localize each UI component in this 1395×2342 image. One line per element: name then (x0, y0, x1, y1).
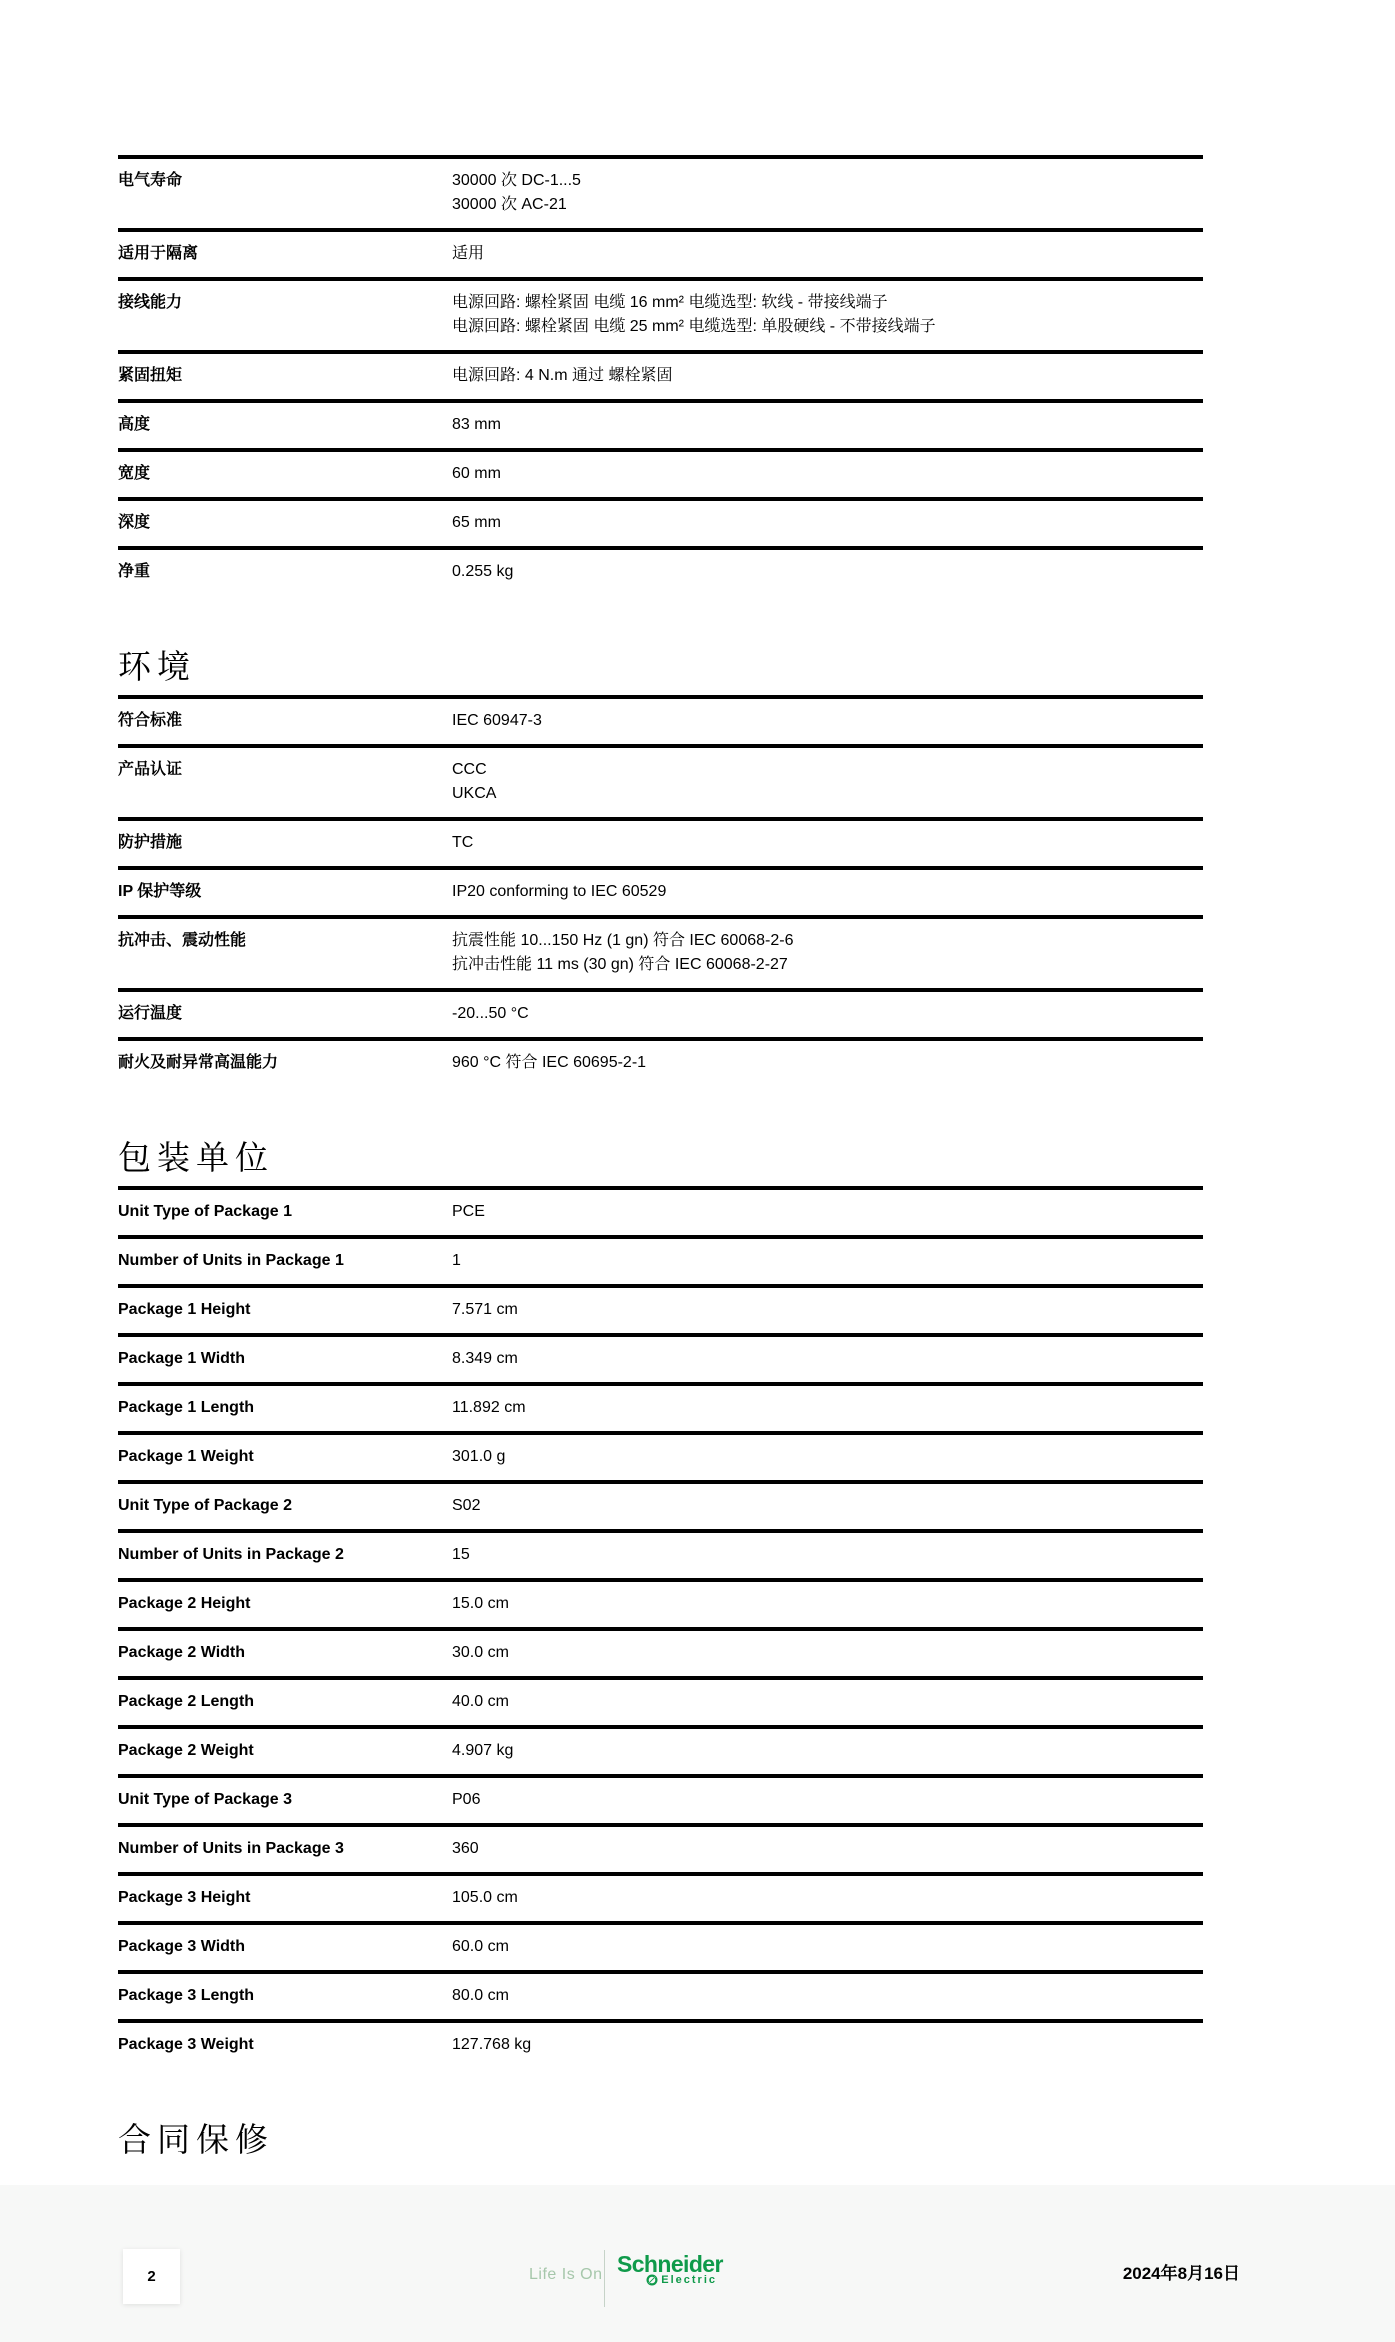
spec-values (452, 462, 1203, 486)
spec-value: 电源回路: 4 N.m 通过 螺栓紧固 (452, 367, 673, 384)
spec-values (452, 560, 1203, 584)
document-date: 2024年8月16日 (1122, 2264, 1240, 2283)
spec-label: Package 3 Width (118, 1938, 246, 1955)
spec-label: Package 1 Height (118, 1301, 251, 1318)
spec-row (118, 1529, 1203, 1578)
spec-value: PCE (452, 1203, 485, 1220)
spec-values (452, 1543, 1203, 1567)
spec-values (452, 1788, 1203, 1812)
spec-value: -20...50 °C (452, 1005, 529, 1022)
spec-value: TC (452, 834, 474, 851)
spec-values (452, 1002, 1203, 1026)
spec-values (452, 364, 1203, 388)
spec-row (118, 546, 1203, 595)
spec-row (118, 1284, 1203, 1333)
spec-value: 0.255 kg (452, 563, 514, 580)
spec-value: 65 mm (452, 514, 501, 531)
spec-table (118, 1186, 1203, 2068)
spec-values (452, 1641, 1203, 1665)
spec-value: 60.0 cm (452, 1938, 509, 1955)
spec-label: Package 3 Weight (118, 2036, 254, 2053)
spec-values (452, 242, 1203, 266)
spec-label: 接线能力 (118, 294, 183, 311)
schneider-wordmark: Schneider (617, 2251, 723, 2277)
spec-label: Package 3 Height (118, 1889, 251, 1906)
spec-label: Number of Units in Package 2 (118, 1546, 344, 1563)
page-number: 2 (147, 2268, 156, 2285)
spec-value: 360 (452, 1840, 479, 1857)
spec-label: Unit Type of Package 3 (118, 1791, 292, 1808)
spec-row (118, 1774, 1203, 1823)
spec-value: UKCA (452, 785, 497, 802)
spec-label: Package 2 Length (118, 1693, 255, 1710)
spec-sections (118, 155, 1203, 2160)
spec-label: Package 2 Weight (118, 1742, 254, 1759)
spec-values (452, 1445, 1203, 1469)
spec-row (118, 866, 1203, 915)
spec-row (118, 1235, 1203, 1284)
spec-label: 宽度 (118, 465, 151, 482)
spec-label: 深度 (118, 514, 151, 531)
spec-label: IP 保护等级 (118, 883, 202, 900)
spec-row (118, 1921, 1203, 1970)
spec-values (452, 413, 1203, 437)
spec-value: 4.907 kg (452, 1742, 514, 1759)
spec-label: Unit Type of Package 2 (118, 1497, 292, 1514)
spec-values (452, 511, 1203, 535)
spec-values (452, 709, 1203, 733)
spec-values (452, 2033, 1203, 2057)
spec-value: 抗震性能 10...150 Hz (1 gn) 符合 IEC 60068-2-6 (452, 932, 794, 949)
spec-values (452, 831, 1203, 855)
spec-values (452, 1494, 1203, 1518)
spec-row (118, 277, 1203, 350)
spec-value: IP20 conforming to IEC 60529 (452, 883, 667, 900)
spec-value: 40.0 cm (452, 1693, 509, 1710)
spec-label: 紧固扭矩 (118, 367, 183, 384)
spec-values (452, 1935, 1203, 1959)
spec-row (118, 1186, 1203, 1235)
schneider-logo (617, 2251, 723, 2286)
spec-value: 电源回路: 螺栓紧固 电缆 25 mm² 电缆选型: 单股硬线 - 不带接线端子 (452, 318, 936, 335)
spec-values (452, 1592, 1203, 1616)
spec-value: 301.0 g (452, 1448, 506, 1465)
spec-value: 30000 次 DC-1...5 (452, 172, 581, 189)
spec-values (452, 1396, 1203, 1420)
spec-row (118, 350, 1203, 399)
spec-values (452, 1837, 1203, 1861)
spec-row (118, 1823, 1203, 1872)
spec-row (118, 915, 1203, 988)
spec-value: 60 mm (452, 465, 501, 482)
spec-label: 高度 (118, 416, 151, 433)
spec-values (452, 169, 1203, 217)
spec-value: 15 (452, 1546, 470, 1563)
spec-row (118, 817, 1203, 866)
spec-row (118, 744, 1203, 817)
spec-table (118, 695, 1203, 1086)
spec-row (118, 399, 1203, 448)
page-number-badge (123, 2249, 180, 2304)
spec-label: Package 1 Width (118, 1350, 246, 1367)
spec-value: P06 (452, 1791, 481, 1808)
spec-value: 适用 (452, 245, 485, 262)
spec-values (452, 1347, 1203, 1371)
life-is-on-tagline: Life Is On (529, 2266, 603, 2283)
section-heading: 合同保修 (118, 2121, 274, 2158)
spec-row (118, 1578, 1203, 1627)
spec-row (118, 1872, 1203, 1921)
spec-row (118, 448, 1203, 497)
schneider-swirl-icon (646, 2274, 658, 2286)
spec-label: Number of Units in Package 3 (118, 1840, 344, 1857)
spec-row (118, 1382, 1203, 1431)
spec-row (118, 2019, 1203, 2068)
spec-row (118, 1037, 1203, 1086)
spec-value: IEC 60947-3 (452, 712, 542, 729)
spec-value: 1 (452, 1252, 461, 1269)
spec-row (118, 988, 1203, 1037)
spec-values (452, 880, 1203, 904)
spec-values (452, 1690, 1203, 1714)
spec-row (118, 1970, 1203, 2019)
spec-label: 耐火及耐异常高温能力 (118, 1054, 279, 1071)
spec-row (118, 1431, 1203, 1480)
spec-label: 净重 (118, 563, 151, 580)
spec-value: S02 (452, 1497, 481, 1514)
spec-values (452, 291, 1203, 339)
spec-value: 127.768 kg (452, 2036, 532, 2053)
spec-label: Package 2 Height (118, 1595, 251, 1612)
spec-label: Package 2 Width (118, 1644, 246, 1661)
spec-value: 11.892 cm (452, 1399, 526, 1416)
spec-values (452, 758, 1203, 806)
spec-value: 电源回路: 螺栓紧固 电缆 16 mm² 电缆选型: 软线 - 带接线端子 (452, 294, 888, 311)
spec-value: 抗冲击性能 11 ms (30 gn) 符合 IEC 60068-2-27 (452, 956, 788, 973)
spec-value: 7.571 cm (452, 1301, 518, 1318)
spec-label: Number of Units in Package 1 (118, 1252, 344, 1269)
spec-label: Unit Type of Package 1 (118, 1203, 292, 1220)
spec-row (118, 228, 1203, 277)
logo-divider (604, 2250, 605, 2307)
spec-value: 8.349 cm (452, 1350, 518, 1367)
schneider-electric-label: Electric (661, 2274, 717, 2286)
spec-label: 防护措施 (118, 834, 183, 851)
spec-value: 80.0 cm (452, 1987, 509, 2004)
spec-values (452, 1886, 1203, 1910)
spec-value: CCC (452, 761, 487, 778)
spec-row (118, 497, 1203, 546)
spec-values (452, 929, 1203, 977)
spec-label: 产品认证 (118, 761, 183, 778)
spec-value: 30000 次 AC-21 (452, 196, 567, 213)
spec-label: 适用于隔离 (118, 245, 199, 262)
spec-values (452, 1051, 1203, 1075)
spec-label: 运行温度 (118, 1005, 183, 1022)
spec-values (452, 1298, 1203, 1322)
spec-label: 符合标准 (118, 712, 183, 729)
spec-value: 83 mm (452, 416, 501, 433)
spec-row (118, 155, 1203, 228)
section-heading: 环境 (118, 648, 196, 685)
datasheet-content (118, 0, 1203, 2168)
spec-label: Package 1 Weight (118, 1448, 254, 1465)
spec-value: 15.0 cm (452, 1595, 509, 1612)
spec-row (118, 1480, 1203, 1529)
spec-values (452, 1739, 1203, 1763)
spec-label: Package 1 Length (118, 1399, 255, 1416)
spec-row (118, 1333, 1203, 1382)
spec-values (452, 1249, 1203, 1273)
spec-row (118, 695, 1203, 744)
spec-row (118, 1725, 1203, 1774)
spec-value: 105.0 cm (452, 1889, 518, 1906)
spec-values (452, 1984, 1203, 2008)
spec-values (452, 1200, 1203, 1224)
spec-value: 960 °C 符合 IEC 60695-2-1 (452, 1054, 647, 1071)
spec-table (118, 155, 1203, 595)
spec-label: 抗冲击、震动性能 (118, 932, 247, 949)
spec-label: Package 3 Length (118, 1987, 255, 2004)
spec-label: 电气寿命 (118, 172, 183, 189)
spec-row (118, 1627, 1203, 1676)
section-heading: 包装单位 (118, 1139, 274, 1176)
spec-row (118, 1676, 1203, 1725)
spec-value: 30.0 cm (452, 1644, 509, 1661)
